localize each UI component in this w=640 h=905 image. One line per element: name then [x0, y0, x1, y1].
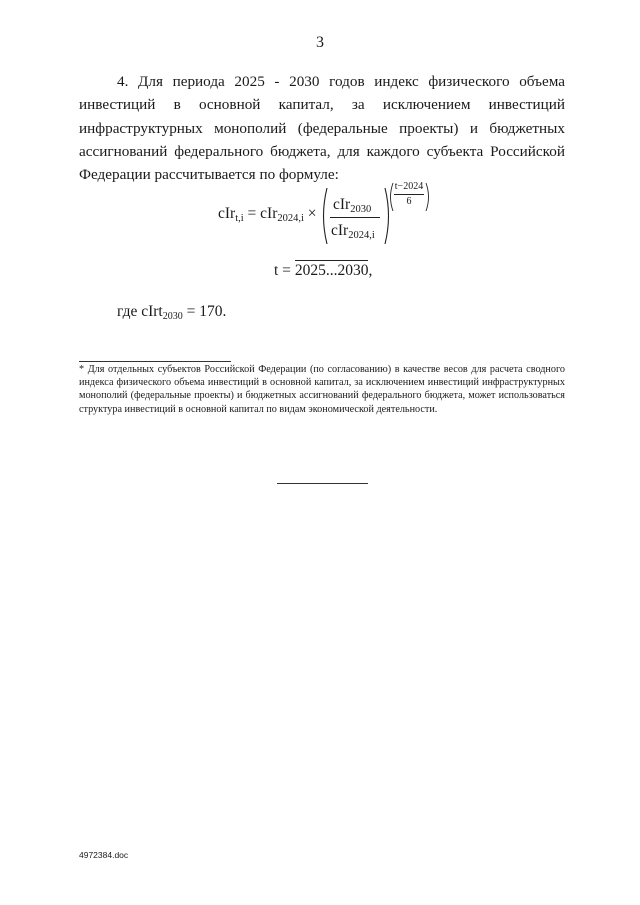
formula-lhs-sub: t,i — [235, 213, 244, 224]
range-suffix: , — [368, 262, 373, 279]
page-number: 3 — [316, 34, 324, 51]
end-of-document-rule — [277, 483, 368, 484]
formula-exponent — [394, 181, 424, 208]
where-suffix: = 170. — [182, 303, 227, 320]
formula-fraction-line — [330, 217, 380, 218]
formula-rhs-base: cIr — [260, 205, 278, 222]
formula-num-base: cIr — [333, 196, 351, 213]
formula-num-sub: 2030 — [350, 204, 372, 215]
formula-equals: = — [243, 205, 261, 222]
footnote-text: * Для отдельных субъектов Российской Федерации (по согласованию) в качестве весов для расчета сводного индекса физического объема инвестиций в основной капитал, за исключением инвестиций инфраструктурных монополий (федеральные проекты) и бюджетных ассигнований федерального бюджета, может использоваться структура инвестиций в основной капитал по видам экономической деятельности. — [79, 364, 565, 415]
formula-lhs — [218, 205, 317, 224]
formula-times: × — [303, 205, 317, 222]
body-paragraph — [79, 70, 565, 186]
exponent-right-paren — [423, 182, 433, 212]
exponent-numerator: t−2024 — [394, 181, 424, 192]
formula-den-base: cIr — [331, 222, 349, 239]
formula-range — [274, 262, 372, 280]
where-line — [117, 303, 226, 322]
range-value: 2025...2030 — [294, 262, 369, 279]
formula-den-sub: 2024,i — [348, 230, 375, 241]
paragraph-text: 4. Для периода 2025 - 2030 годов индекс физического объема инвестиций в основной капитал, за исключением инвестиций инфраструктурных монополий (федеральные проекты) и бюджетных ассигнований федерального бюджета, для каждого субъекта Российской Федерации рассчитывается по формуле: — [79, 73, 565, 184]
exponent-fraction-line — [394, 194, 424, 195]
exponent-denominator: 6 — [406, 196, 412, 207]
formula-rhs-sub: 2024,i — [277, 213, 304, 224]
formula-lhs-base: cIr — [218, 205, 236, 222]
file-name: 4972384.doc — [79, 850, 129, 860]
where-prefix: где cIrt — [117, 303, 163, 320]
where-sub: 2030 — [162, 311, 183, 322]
formula-left-paren — [319, 186, 329, 246]
formula — [218, 181, 458, 246]
formula-denominator — [331, 222, 375, 241]
range-prefix: t = — [274, 262, 295, 279]
footnote-divider — [79, 361, 231, 362]
formula-numerator — [333, 196, 371, 215]
